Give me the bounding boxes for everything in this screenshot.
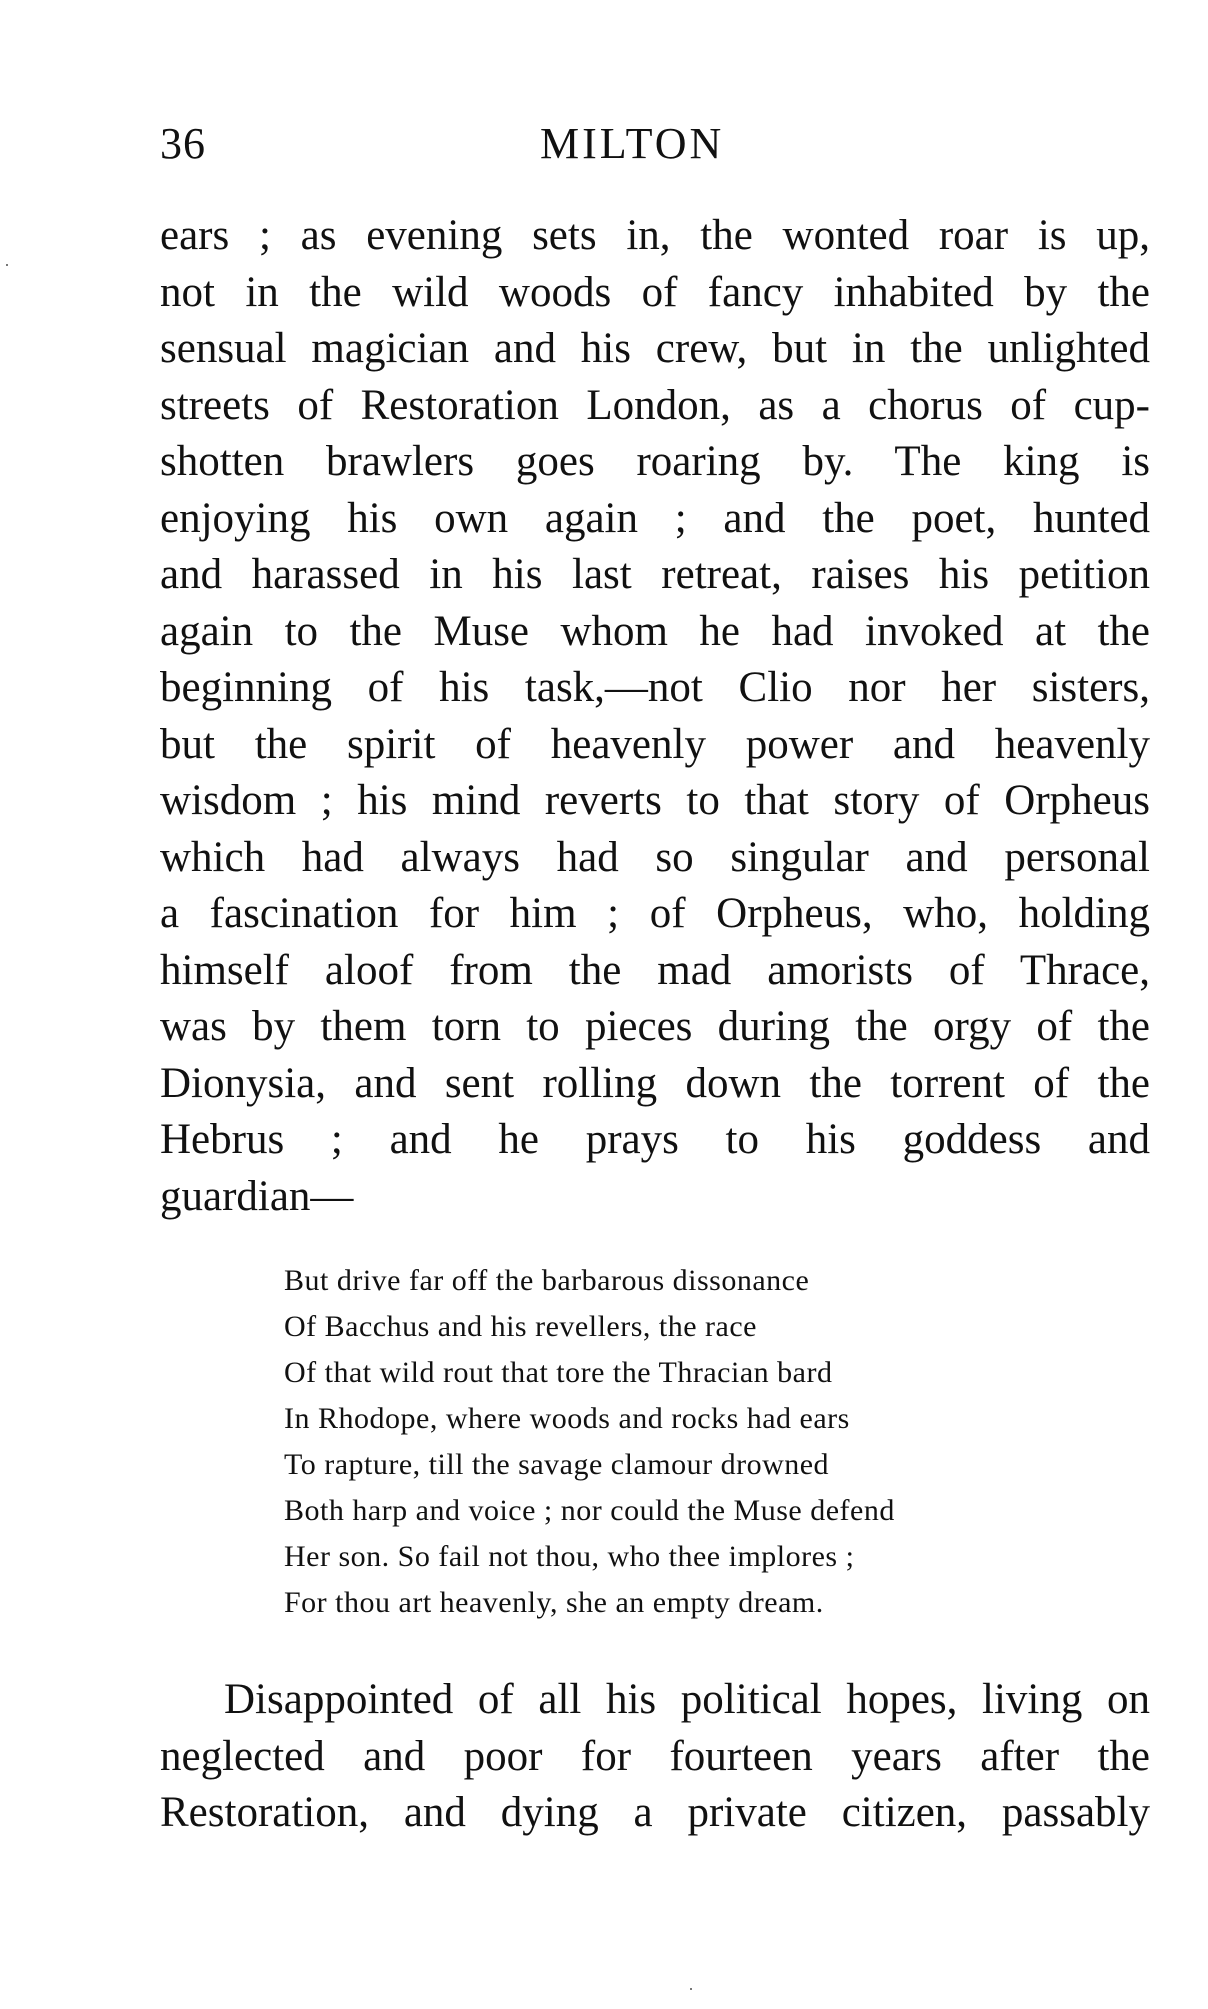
text-line: not in the wild woods of fancy inhabited by the	[160, 268, 1150, 316]
text-line: Disappointed of all his political hopes, living on	[224, 1676, 1150, 1723]
text-line: was by them torn to pieces during the orgy of the	[160, 1003, 1150, 1050]
verse-quotation	[284, 1258, 1104, 1626]
verse-line: In Rhodope, where woods and rocks had ears	[284, 1402, 850, 1435]
text-line: sensual magician and his crew, but in the unlighted	[160, 325, 1150, 372]
text-line: and harassed in his last retreat, raises his petition	[160, 551, 1150, 598]
text-line: Hebrus ; and he prays to his goddess and	[160, 1116, 1150, 1163]
text-line: again to the Muse whom he had invoked at the	[160, 607, 1150, 655]
text-line: Dionysia, and sent rolling down the torrent of the	[160, 1059, 1150, 1107]
verse-line: Both harp and voice ; nor could the Muse defend	[284, 1494, 895, 1527]
verse-line: Her son. So fail not thou, who thee implores ;	[284, 1540, 855, 1573]
text-line: a fascination for him ; of Orpheus, who, holding	[160, 890, 1150, 937]
text-line: himself aloof from the mad amorists of Thrace,	[160, 946, 1150, 994]
text-line: which had always had so singular and personal	[160, 833, 1150, 881]
text-line: guardian—	[160, 1172, 354, 1220]
text-line: wisdom ; his mind reverts to that story of Orpheus	[160, 777, 1150, 824]
text-line: Restoration, and dying a private citizen, passably	[160, 1789, 1150, 1836]
verse-line: To rapture, till the savage clamour drowned	[284, 1448, 830, 1481]
verse-line: For thou art heavenly, she an empty dream.	[284, 1586, 824, 1619]
text-line: neglected and poor for fourteen years after the	[160, 1732, 1150, 1780]
text-line: shotten brawlers goes roaring by. The king is	[160, 438, 1150, 485]
verse-line: Of Bacchus and his revellers, the race	[284, 1310, 757, 1343]
text-line: streets of Restoration London, as a chorus of cup-	[160, 381, 1150, 429]
verse-line: Of that wild rout that tore the Thracian bard	[284, 1356, 833, 1389]
scan-speck	[690, 1988, 692, 1990]
scan-speck	[6, 264, 8, 266]
paragraph-2	[160, 1672, 1150, 1842]
text-line: beginning of his task,—not Clio nor her sisters,	[160, 664, 1150, 711]
page-number: 36	[160, 119, 206, 168]
text-line: enjoying his own again ; and the poet, hunted	[160, 494, 1150, 542]
verse-line: But drive far off the barbarous dissonance	[284, 1264, 810, 1297]
paragraph-1	[160, 208, 1150, 1225]
running-title: MILTON	[540, 119, 725, 168]
text-line: but the spirit of heavenly power and heavenly	[160, 720, 1150, 768]
text-line: ears ; as evening sets in, the wonted roar is up,	[160, 212, 1150, 259]
running-head	[160, 118, 1140, 178]
